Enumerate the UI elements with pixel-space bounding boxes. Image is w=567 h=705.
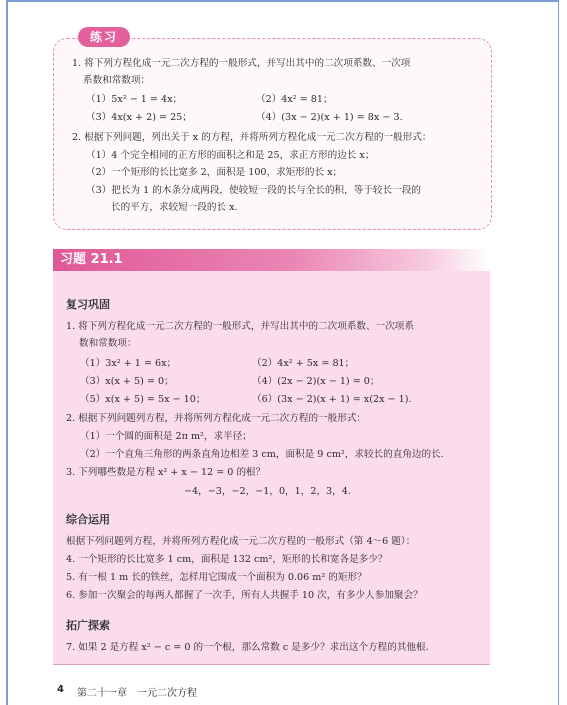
page-frame-left [6, 0, 8, 705]
practice-q2-3-cont: 长的平方，求较短一段的长 x. [111, 202, 238, 213]
exercise-q1-6: （6）(3x − 2)(x + 1) = x(2x − 1). [252, 394, 412, 405]
practice-q1-1: （1）5x² − 1 = 4x； [86, 94, 183, 105]
practice-q2: 2. 根据下列问题，列出关于 x 的方程，并将所列方程化成一元二次方程的一般形式： [72, 132, 432, 143]
exercise-q6: 6. 参加一次聚会的每两人都握了一次手，所有人共握手 10 次，有多少人参加聚会？ [66, 590, 423, 601]
exercise-title: 习题 21.1 [60, 252, 123, 267]
exercise-q3-candidates: −4，−3，−2，−1，0，1，2，3，4. [184, 486, 351, 497]
exercise-q5: 5. 有一根 1 m 长的铁丝，怎样用它围成一个面积为 0.06 m² 的矩形？ [66, 572, 367, 583]
exercise-q1-1: （1）3x² + 1 = 6x； [80, 358, 177, 369]
page-frame-top [6, 0, 559, 2]
practice-q1-2: （2）4x² = 81； [256, 94, 333, 105]
section-heading-apply: 综合运用 [66, 513, 110, 526]
practice-q2-1: （1）4 个完全相同的正方形的面积之和是 25，求正方形的边长 x； [86, 150, 375, 161]
exercise-q1-5: （5）x(x + 5) = 5x − 10； [80, 394, 206, 405]
exercise-q2: 2. 根据下列问题列方程，并将所列方程化成一元二次方程的一般形式： [66, 413, 367, 424]
chapter-title: 第二十一章 一元二次方程 [77, 688, 197, 699]
exercise-q1: 1. 将下列方程化成一元二次方程的一般形式，并写出其中的二次项系数、一次项系 [66, 321, 414, 332]
practice-q1-cont: 系数和常数项： [83, 75, 151, 86]
practice-q1: 1. 将下列方程化成一元二次方程的一般形式，并写出其中的二次项系数、一次项 [72, 58, 411, 69]
exercise-q2-2: （2）一个直角三角形的两条直角边相差 3 cm，面积是 9 cm²，求较长的直角边的长. [80, 449, 444, 460]
exercise-q1-2: （2）4x² + 5x = 81； [252, 358, 355, 369]
practice-q1-4: （4）(3x − 2)(x + 1) = 8x − 3. [256, 112, 403, 123]
practice-q2-3: （3）把长为 1 的木条分成两段，使较短一段的长与全长的积，等于较长一段的 [86, 185, 421, 196]
exercise-q4: 4. 一个矩形的长比宽多 1 cm，面积是 132 cm²，矩形的长和宽各是多少？ [66, 554, 388, 565]
practice-q2-2: （2）一个矩形的长比宽多 2，面积是 100，求矩形的长 x； [86, 167, 343, 178]
practice-q1-3: （3）4x(x + 2) = 25； [86, 112, 192, 123]
practice-tag: 练习 [78, 27, 130, 47]
exercise-apply-intro: 根据下列问题列方程，并将所列方程化成一元二次方程的一般形式（第 4～6 题）： [66, 536, 416, 547]
page-frame-right [558, 0, 560, 705]
exercise-q1-3: （3）x(x + 5) = 0； [80, 376, 174, 387]
exercise-bottom-rule [53, 664, 490, 665]
section-heading-extend: 拓广探索 [66, 619, 110, 632]
exercise-q3: 3. 下列哪些数是方程 x² + x − 12 = 0 的根？ [66, 467, 266, 478]
exercise-q7: 7. 如果 2 是方程 x² − c = 0 的一个根，那么常数 c 是多少？求出这个方程的其他根. [66, 642, 429, 653]
section-heading-review: 复习巩固 [66, 298, 110, 311]
exercise-q1-cont: 数和常数项： [79, 338, 137, 349]
exercise-q1-4: （4）(2x − 2)(x − 1) = 0； [252, 376, 380, 387]
page-number: 4 [57, 684, 64, 695]
exercise-q2-1: （1）一个圆的面积是 2π m²，求半径； [80, 431, 252, 442]
